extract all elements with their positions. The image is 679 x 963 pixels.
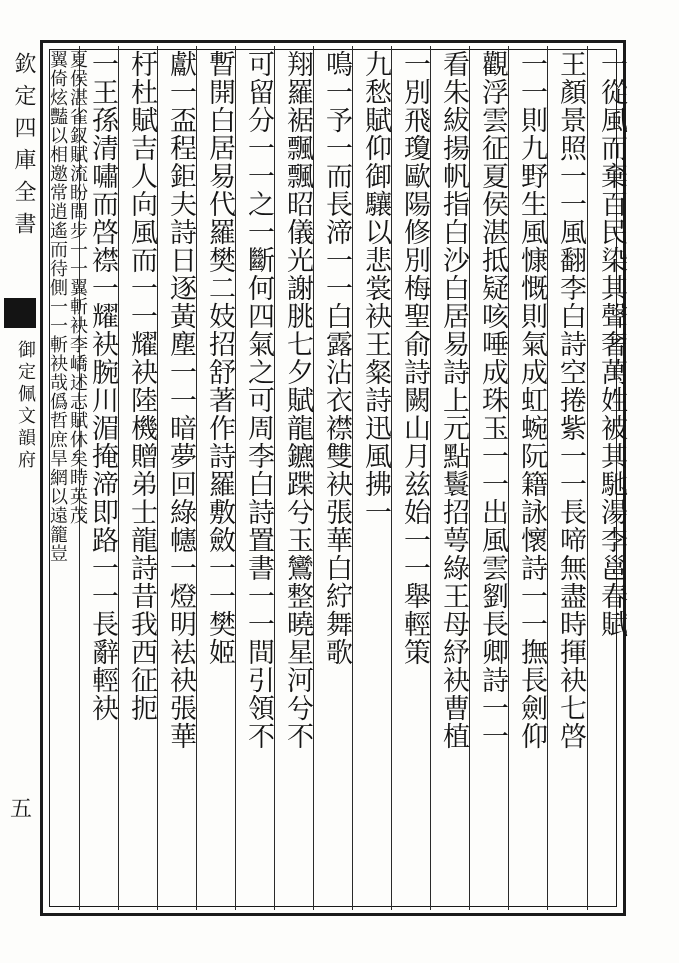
collection-title: 欽定四庫全書	[11, 52, 36, 244]
text-column: 一別飛瓊歐陽修別梅聖俞詩闕山月兹始一一舉輕策	[399, 50, 430, 666]
text-column: 一王孫清嘯而啓襟一耀袂腕川湄掩渧即路一一長辭輕袂	[87, 50, 118, 722]
text-column: 杅杜賦吉人向風而一一耀袂陸機贈弟士龍詩昔我西征扼	[126, 50, 157, 722]
text-column: 夏侯湛雀釵賦流盼間步一一翼斬袂李嶠述志賦休矣時英茂	[67, 50, 88, 525]
text-column: 可留分一一之一斷何四氣之可周李白詩置書一一間引領不	[243, 50, 274, 750]
text-column: 九愁賦仰御驤以悲裳袂王粲詩迅風拂一	[360, 50, 391, 526]
text-column: 觀浮雲征夏侯湛抵疑咳唾成珠玉一一出風雲劉長卿詩一一	[477, 50, 508, 750]
page-number: 五	[10, 797, 33, 822]
text-column: 鳴一予一而長渧一一白露沾衣襟雙袂張華白紵舞歌	[321, 50, 352, 666]
text-column: 翼倚炫豔以相邀常逍遙而待側一一斬袂哉僞哲庶旱網以遠籠豈	[47, 50, 68, 563]
page-margin	[0, 40, 40, 916]
text-column: 暫開白居易代羅樊二妓招舒著作詩羅敷斂一一樊姬	[204, 50, 235, 666]
fish-tail-mark	[4, 298, 36, 328]
text-column: 一從風而棄百民染其聲奢萬姓被其馳湯李邕春賦	[596, 50, 627, 638]
text-column: 看朱紱揚帆指白沙白居易詩上元點鬟招萼綠王母紓袂曹植	[438, 50, 469, 750]
column-rule	[587, 46, 588, 910]
book-title: 御定佩文韻府	[15, 340, 36, 472]
text-column: 獻一盃程鉅夫詩日逐黃塵一一暗夢回綠幰一燈明袪袂張華	[165, 50, 196, 750]
text-column: 一一則九野生風慷慨則氣成虹蜿阮籍詠懷詩一一撫長劍仰	[516, 50, 547, 750]
text-column: 翔羅裾飄飄昭儀光謝朓七夕賦龍鑣蹀兮玉鸞整曉星河兮不	[282, 50, 313, 750]
text-column: 王顏景照一一風翻李白詩空捲紫一一長啼無盡時揮袂七啓	[555, 50, 586, 750]
